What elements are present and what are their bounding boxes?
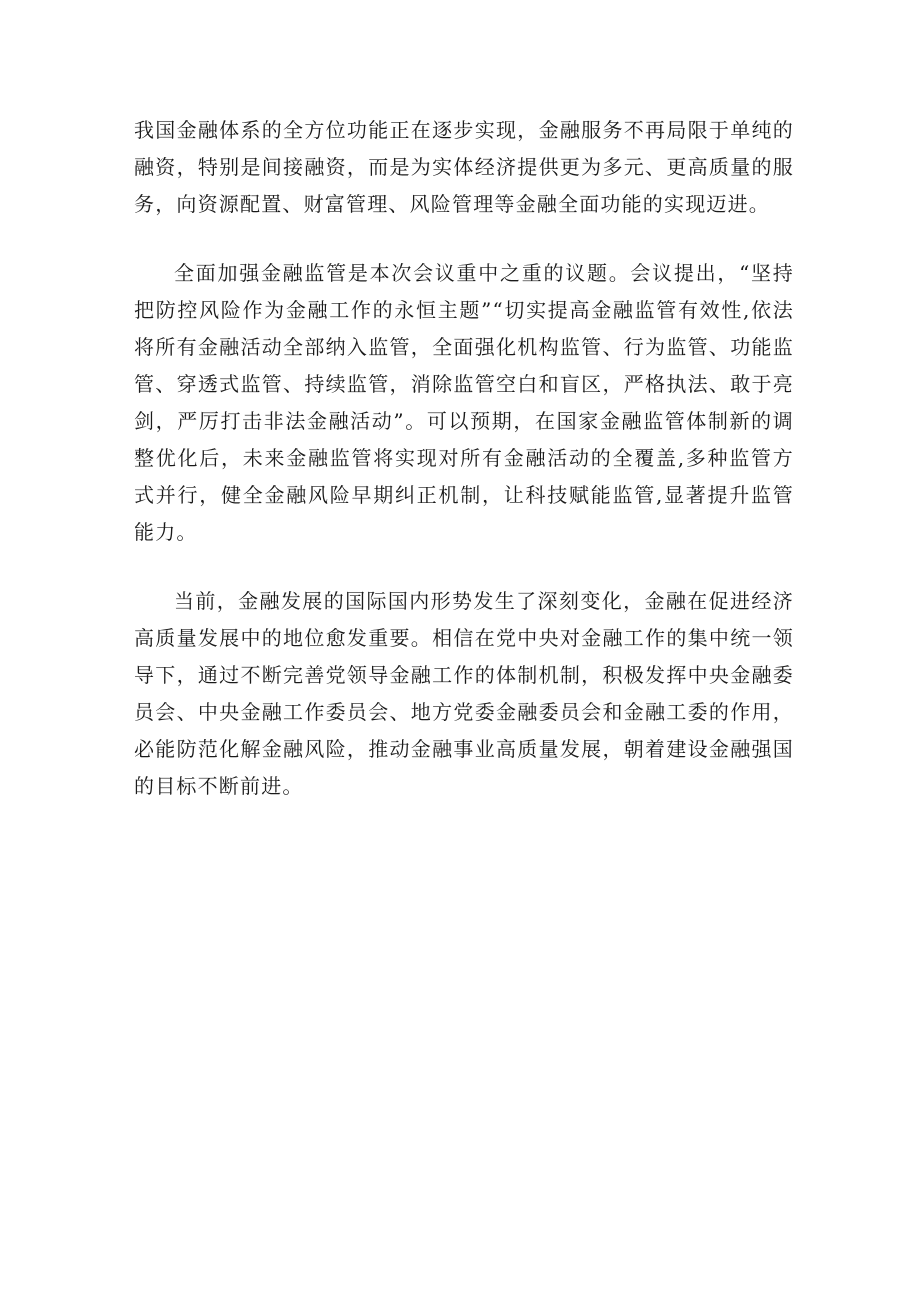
- document-body: [134, 112, 794, 837]
- paragraph-1: 我国金融体系的全方位功能正在逐步实现，金融服务不再局限于单纯的融资，特别是间接融资，而是为实体经济提供更为多元、更高质量的服务，向资源配置、财富管理、风险管理等金融全面功能的实现迈进。: [134, 118, 794, 216]
- paragraph-2: 全面加强金融监管是本次会议重中之重的议题。会议提出，“坚持把防控风险作为金融工作的永恒主题”“切实提高金融监管有效性,依法将所有金融活动全部纳入监管，全面强化机构监管、行为监管、功能监管、穿透式监管、持续监管，消除监管空白和盲区，严格执法、敢于亮剑，严厉打击非法金融活动”。可以预期，在国家金融监管体制新的调整优化后，未来金融监管将实现对所有金融活动的全覆盖,多种监管方式并行，健全金融风险早期纠正机制，让科技赋能监管,显著提升监管能力。: [134, 261, 794, 544]
- paragraph-3: 当前，金融发展的国际国内形势发生了深刻变化，金融在促进经济高质量发展中的地位愈发重要。相信在党中央对金融工作的集中统一领导下，通过不断完善党领导金融工作的体制机制，积极发挥中央金融委员会、中央金融工作委员会、地方党委金融委员会和金融工委的作用，必能防范化解金融风险，推动金融事业高质量发展，朝着建设金融强国的目标不断前进。: [134, 589, 794, 798]
